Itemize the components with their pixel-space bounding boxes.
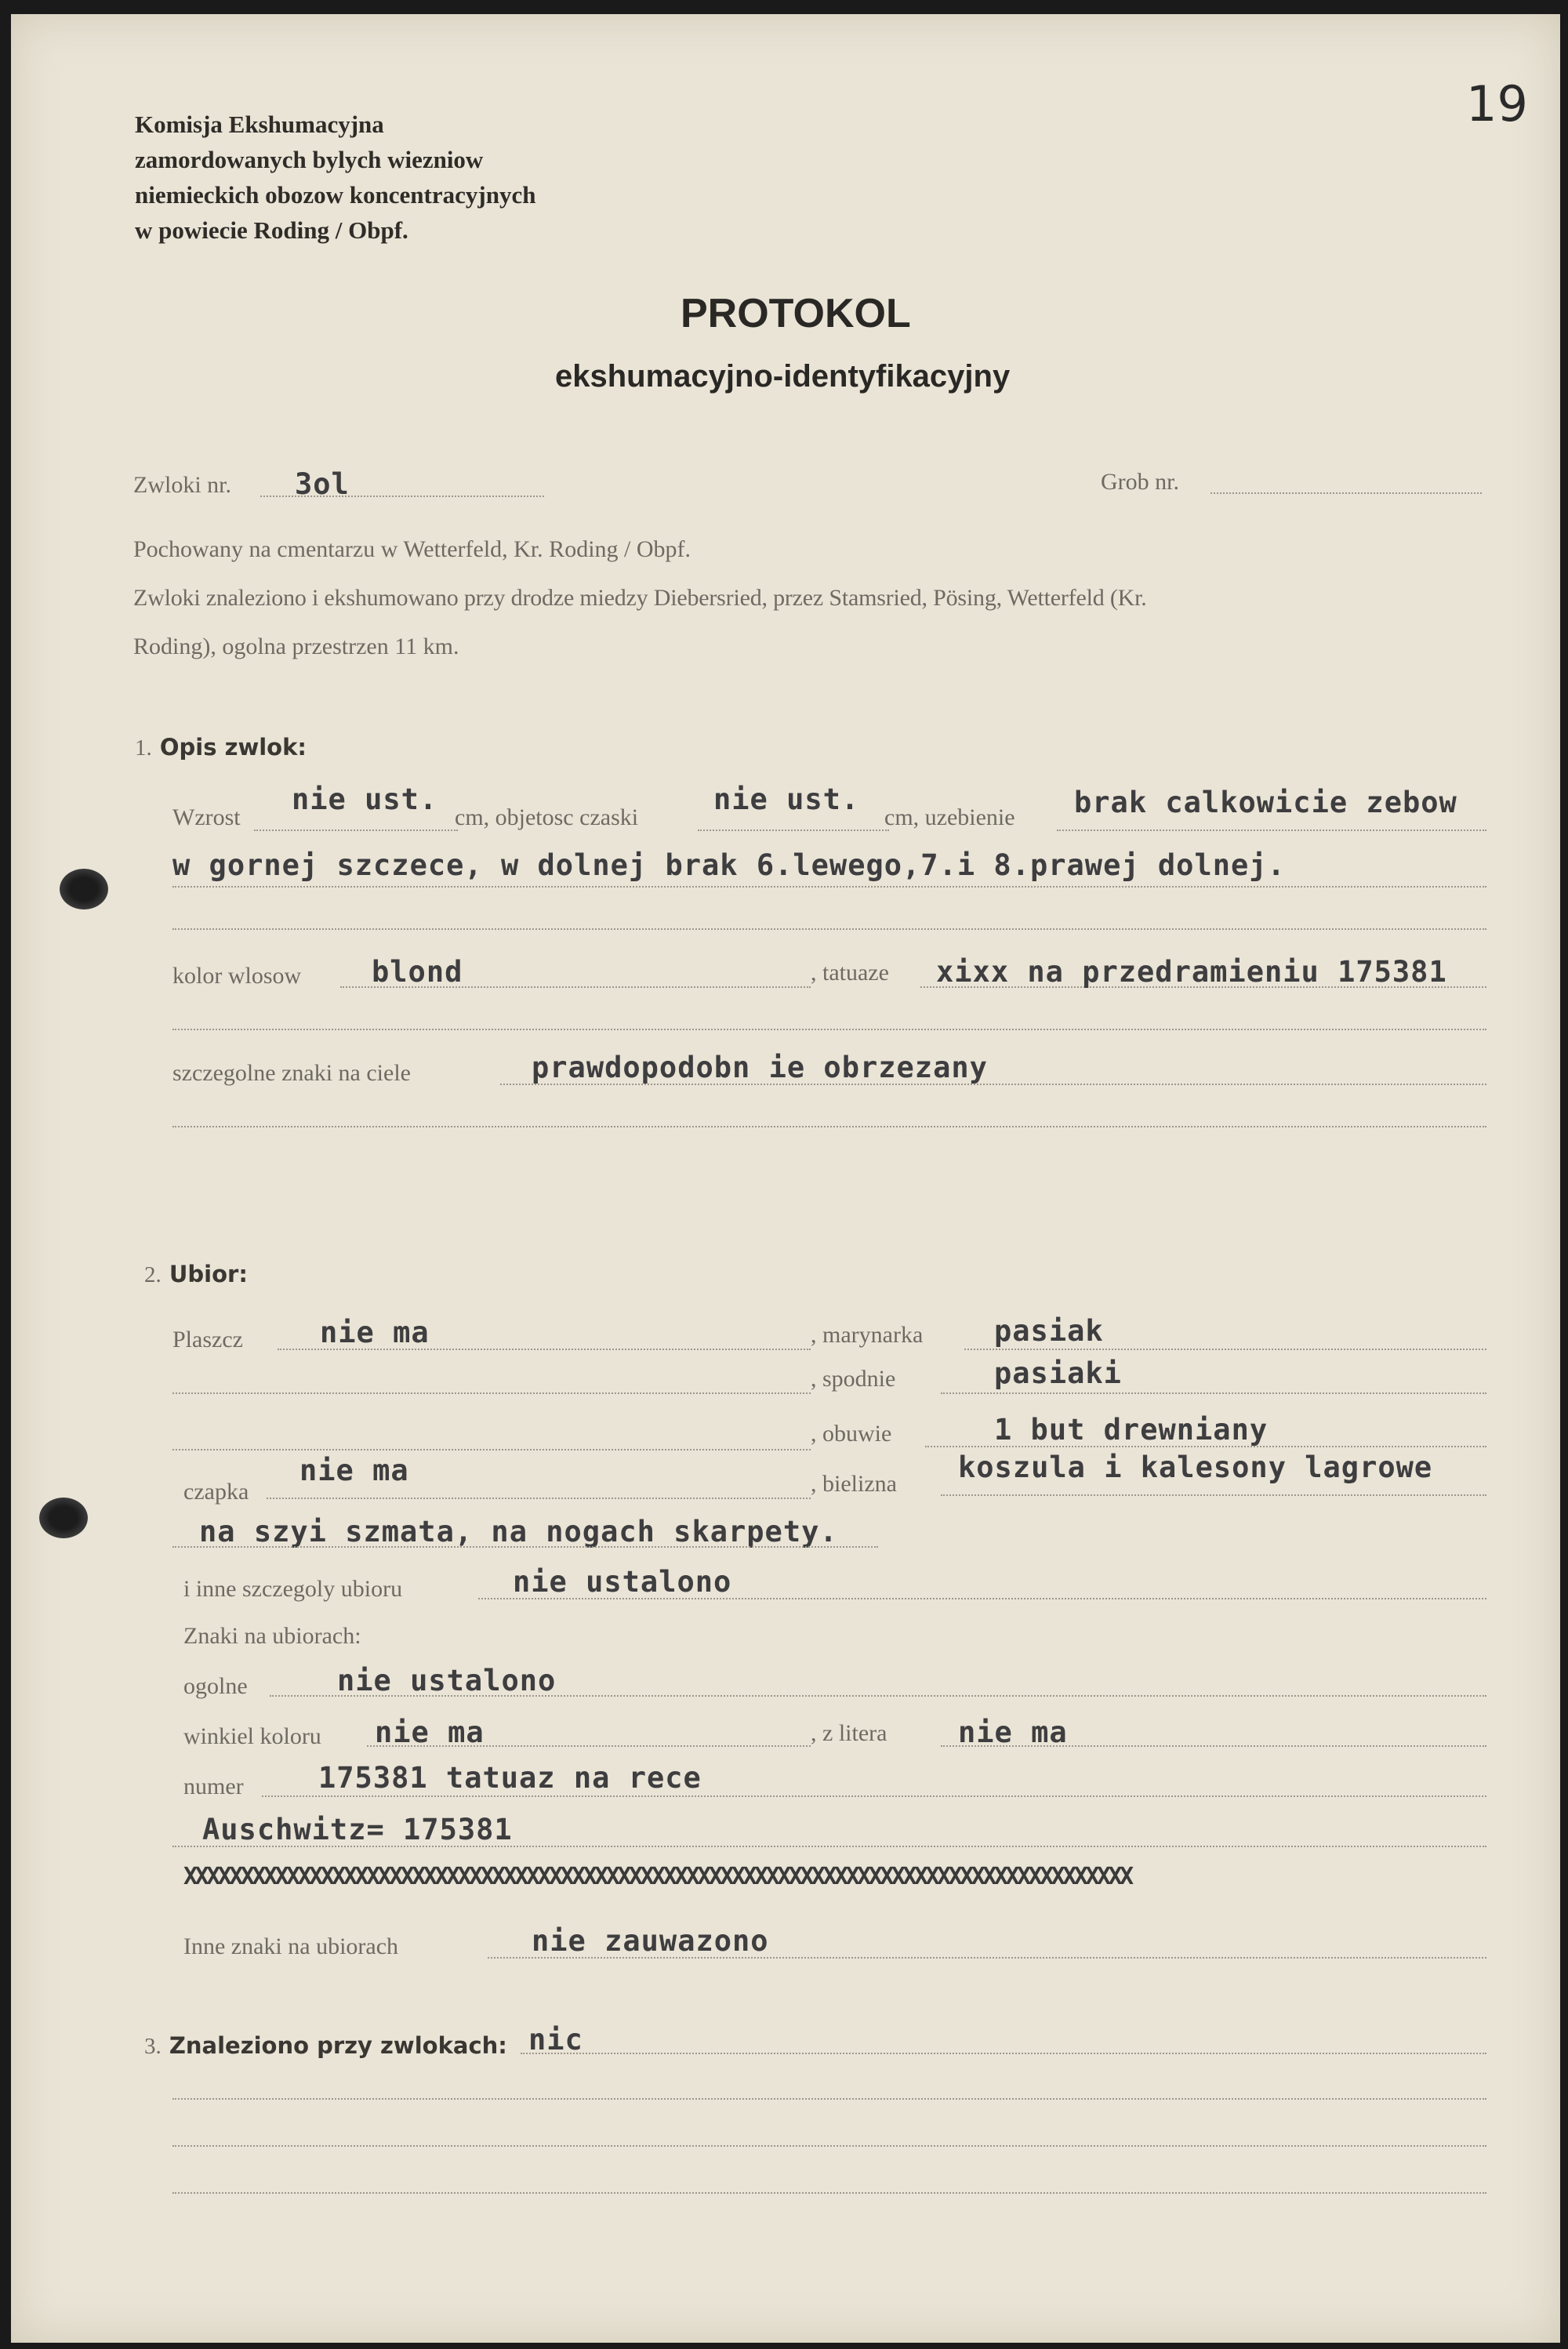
numer-dots: [262, 1795, 1486, 1797]
spodnie-value: pasiaki: [994, 1356, 1122, 1390]
section-3-dots: [521, 2053, 1486, 2054]
found-location-line-2: Roding), ogolna przestrzen 11 km.: [133, 634, 459, 659]
found-location-line-1: Zwloki znaleziono i ekshumowano przy drodze miedzy Diebersried, przez Stamsried, Pösing, Wetterfeld (Kr.: [133, 585, 1147, 611]
tatuaze-label: , tatuaze: [811, 960, 889, 986]
commission-header: [135, 107, 535, 248]
plaszcz-label: Plaszcz: [172, 1327, 243, 1352]
czaska-dots: [698, 830, 889, 831]
bielizna-label: , bielizna: [811, 1471, 897, 1497]
binder-hole-bottom: [39, 1498, 88, 1538]
czapka-value: nie ma: [299, 1454, 409, 1487]
left-blank-dots-1: [172, 1392, 811, 1394]
blank-dots-3: [172, 1126, 1486, 1127]
section-3-blank-1: [172, 2098, 1486, 2100]
marynarka-label: , marynarka: [811, 1322, 924, 1348]
inne-szczegoly-label: i inne szczegoly ubioru: [183, 1576, 403, 1602]
bielizna-value: koszula i kalesony lagrowe: [958, 1450, 1433, 1484]
marynarka-value: pasiak: [994, 1314, 1104, 1348]
section-3-heading: [144, 2032, 507, 2060]
document-subtitle: ekshumacyjno-identyfikacyjny: [555, 359, 1011, 394]
szczegolne-znaki-label: szczegolne znaki na ciele: [172, 1060, 411, 1086]
section-1-number: 1.: [135, 735, 152, 761]
ogolne-label: ogolne: [183, 1673, 248, 1699]
clothing-extra-line: na szyi szmata, na nogach skarpety.: [199, 1515, 838, 1548]
winkiel-label: winkiel koloru: [183, 1723, 321, 1749]
tatuaze-value: xixx na przedramieniu 175381: [936, 955, 1447, 989]
grob-dots: [1210, 492, 1482, 494]
auschwitz-dots: [172, 1846, 1486, 1847]
section-2-heading: [144, 1261, 248, 1288]
grob-label: Grob nr.: [1101, 469, 1179, 495]
obuwie-label: , obuwie: [811, 1421, 892, 1447]
section-2-number: 2.: [144, 1262, 162, 1287]
uzebienie-value: brak calkowicie zebow: [1074, 786, 1457, 819]
zwloki-label: Zwloki nr.: [133, 472, 231, 498]
binder-hole-top: [60, 869, 108, 909]
inne-szczegoly-value: nie ustalono: [513, 1565, 732, 1599]
bielizna-dots: [941, 1494, 1486, 1496]
wzrost-value: nie ust.: [292, 782, 438, 816]
z-litera-label: , z litera: [811, 1720, 887, 1746]
obuwie-value: 1 but drewniany: [994, 1413, 1269, 1447]
marynarka-dots: [964, 1349, 1486, 1350]
plaszcz-value: nie ma: [320, 1316, 430, 1349]
zwloki-value: 3ol: [295, 467, 350, 501]
clothing-extra-dots: [172, 1546, 878, 1548]
section-1-title: Opis zwlok:: [159, 734, 307, 761]
burial-place: Pochowany na cmentarzu w Wetterfeld, Kr. Roding / Obpf.: [133, 536, 691, 562]
section-3-blank-2: [172, 2145, 1486, 2147]
uzebienie-continued: w gornej szczece, w dolnej brak 6.lewego,7.i 8.prawej dolnej.: [172, 848, 1286, 882]
section-1-heading: [135, 734, 307, 761]
inne-znaki-value: nie zauwazono: [532, 1924, 769, 1958]
section-3-title: Znaleziono przy zwlokach:: [169, 2032, 507, 2059]
szczegolne-znaki-value: prawdopodobn ie obrzezany: [532, 1051, 988, 1084]
page-number: 19: [1466, 75, 1528, 133]
section-2-title: Ubior:: [169, 1261, 248, 1287]
header-line-1: Komisja Ekshumacyjna: [135, 111, 384, 138]
header-line-3: niemieckich obozow koncentracyjnych: [135, 181, 536, 209]
blank-dots-2: [172, 1029, 1486, 1030]
numer-label: numer: [183, 1774, 244, 1799]
z-litera-value: nie ma: [958, 1715, 1068, 1749]
kolor-wlosow-label: kolor wlosow: [172, 963, 302, 989]
uzebienie-dots: [1057, 830, 1486, 831]
section-3-blank-3: [172, 2192, 1486, 2194]
czapka-dots: [267, 1498, 811, 1499]
document-title: PROTOKOL: [681, 291, 911, 336]
czaska-value: nie ust.: [713, 782, 860, 816]
left-blank-dots-2: [172, 1449, 811, 1450]
header-line-2: zamordowanych bylych wiezniow: [135, 146, 484, 173]
blank-dots-1: [172, 928, 1486, 930]
wzrost-label: Wzrost: [172, 804, 241, 830]
section-3-number: 3.: [144, 2034, 162, 2059]
czapka-label: czapka: [183, 1479, 249, 1505]
spodnie-dots: [941, 1392, 1486, 1394]
uzebienie-cont-dots: [172, 886, 1486, 888]
auschwitz-number: Auschwitz= 175381: [202, 1813, 513, 1846]
ogolne-value: nie ustalono: [337, 1664, 557, 1697]
crossed-out-line: XXXXXXXXXXXXXXXXXXXXXXXXXXXXXXXXXXXXXXXXXXXXXXXXXXXXXXXXXXXXXXXXXXXXXXXXXXXXXXXXXXX: [183, 1863, 1131, 1890]
section-3-value: nic: [528, 2023, 583, 2057]
znaki-na-ubiorach-label: Znaki na ubiorach:: [183, 1623, 361, 1649]
winkiel-value: nie ma: [375, 1715, 485, 1749]
czaska-label: cm, objetosc czaski: [455, 804, 639, 830]
inne-znaki-label: Inne znaki na ubiorach: [183, 1933, 399, 1959]
header-line-4: w powiecie Roding / Obpf.: [135, 216, 408, 244]
document-page: [11, 14, 1560, 2343]
spodnie-label: , spodnie: [811, 1366, 896, 1392]
uzebienie-label: cm, uzebienie: [884, 804, 1015, 830]
kolor-wlosow-value: blond: [372, 955, 463, 989]
numer-value: 175381 tatuaz na rece: [318, 1761, 702, 1795]
wzrost-dots: [254, 830, 458, 831]
